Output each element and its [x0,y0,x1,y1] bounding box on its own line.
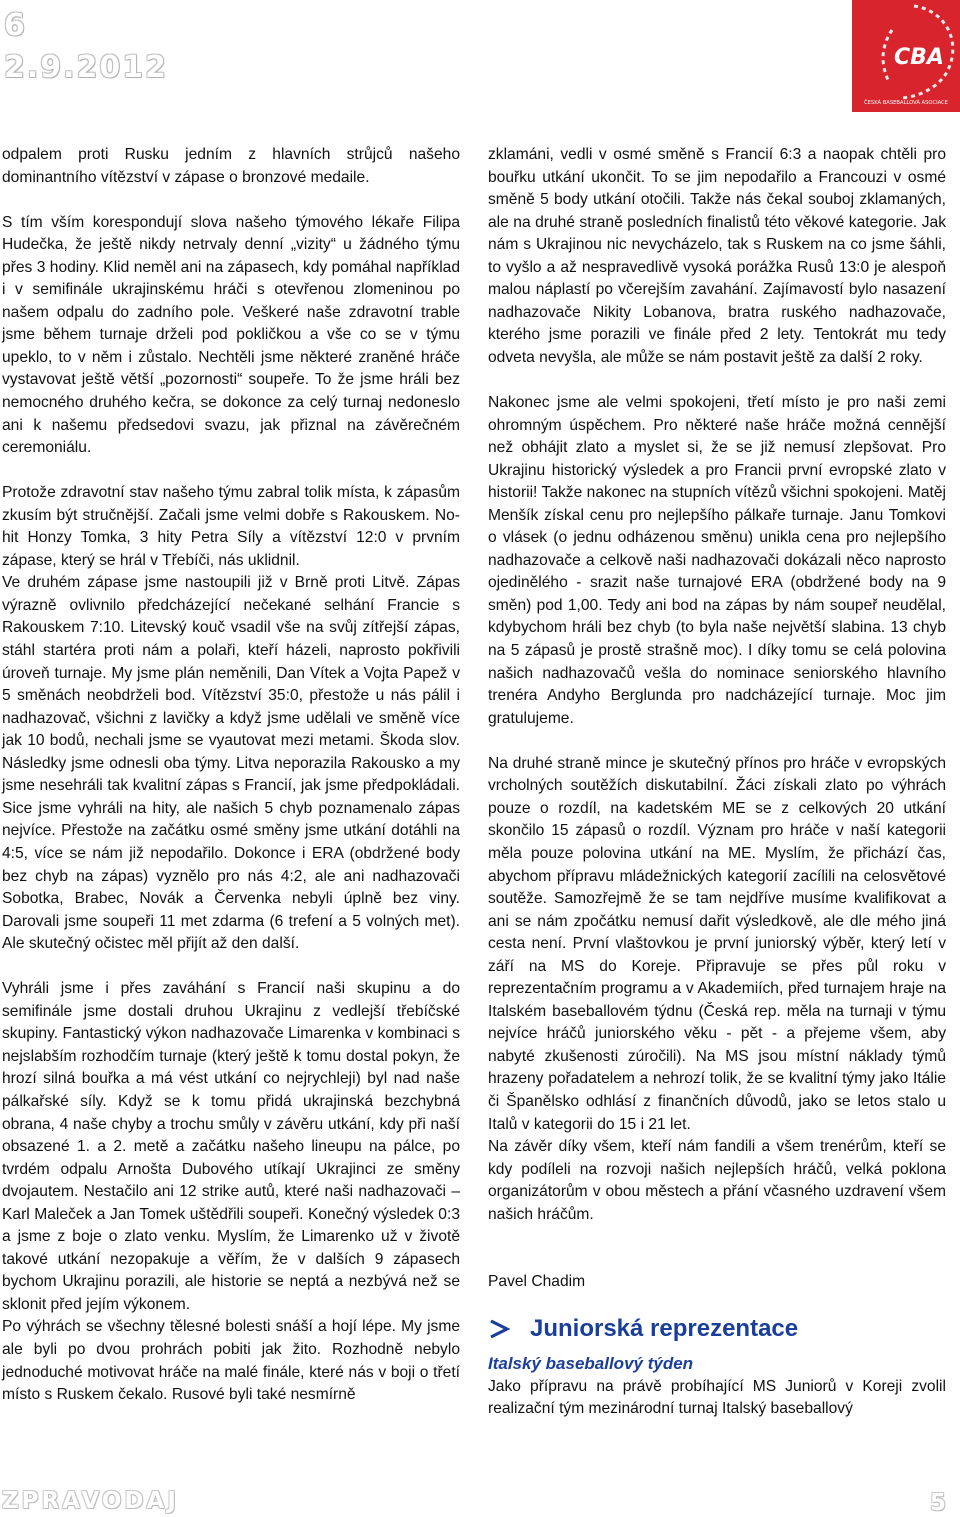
paragraph: Na druhé straně mince je skutečný přínos pro hráče v evropských vrcholných soutěžích diskutabilní. Žáci získali zlato po výhrách pouze o rozdíl, na kadetském ME se z celkových 20 utkání skončilo 15 zápasů o rozdíl. Význam pro hráče v naší kategorii měla pouze polovina utkání na ME. Myslím, že přichází čas, abychom přípravu mládežnických kategorií zacílili na celosvětové soutěže. Samozřejmě že se tam nejdříve musíme kvalifikovat a ani se nám zpočátku nemusí dařit výsledkově, ale dle mého jiná cesta není. První vlaštovkou je první juniorský výběr, který letí v září na MS do Koreje. Připravuje se přes půl roku v reprezentačním programu a v Akademiích, před turnajem hraje na Italském baseballovém týdnu (Česká rep. měla na turnaji v týmu nejvíce hráčů juniorského věku - pět - a přejeme všem, aby nabyté zkušenosti zúročili). Na MS jsou místní náklady týmů hrazeny pořadatelem a nehrozí tolik, že se kvalitní týmy jako Itálie či Španělsko odhlásí z finančních důvodů, jako se letos stalo u Italů v kategorii do 15 i 21 let. [488,754,946,1133]
logo-subtitle: ČESKÁ BASEBALLOVÁ ASOCIACE [864,100,948,106]
paragraph: Jako přípravu na právě probíhající MS Juniorů v Koreji zvolil realizační tým mezinárodní turnaj Italský baseballový [488,1377,946,1418]
paragraph: Na závěr díky všem, kteří nám fandili a všem trenérům, kteří se kdy podíleli na rozvoji našich nejlepších hráčů, velká poklona organizátorům v obou městech a přání včasného uzdravení všem našich hráčům. [488,1138,946,1223]
cba-logo [852,0,960,112]
page-number: 5 [930,1490,947,1516]
paragraph: S tím vším korespondují slova našeho týmového lékaře Filipa Hudečka, že ještě nikdy netrvaly denní „vizity“ u žádného týmu přes 3 hodiny. Klid neměl ani na zápasech, kdy pomáhal například i v semifinále ukrajinskému hráči s otevřenou zlomeninou po našem odpalu do zadního pole. Veškeré naše zdravotní trable jsme během turnaje drželi pod pokličkou a vše co se v týmu upeklo, to v něm i zůstalo. Nechtěli jsme některé zraněné hráče vystavovat ještě větší „pozornosti“ soupeře. To že jsme hráli bez nemocného druhého kečra, se dokonce za celý turnaj nedoneslo ani k našemu předsedovi svazu, jak přiznal na závěrečném ceremoniálu. [2,213,460,457]
paragraph: odpalem proti Rusku jedním z hlavních strůjců našeho dominantního vítězství v zápase o bronzové medaile. [2,146,460,186]
section-heading [488,1314,946,1344]
section-subheading: Italský baseballový týden [488,1353,694,1373]
paragraph: Ve druhém zápase jsme nastoupili již v Brně proti Litvě. Zápas výrazně ovlivnilo předcházející nečekané selhání Francie s Rakouskem 7:10. Litevský kouč vsadil vše na svůj zítřejší zápas, stáhl startéra proti nám a polaři, kteří házeli, naprosto pokřivili úroveň turnaje. My jsme plán neměnili, Dan Vítek a Vojta Papež v 5 směnách neobdrželi bod. Vítězství 35:0, přestože u nás pálil i nadhazovač, všichni z lavičky a když jsme udělali ve směně více jak 10 bodů, nechali jsme se vyautovat mezi metami. Škoda slov. Následky jsme odnesli oba týmy. Litva neporazila Rakousko a my jsme nesehráli tak kvalitní zápas s Francií, jak jsme předpokládali. Sice jsme vyhráli na hity, ale našich 5 chyb poznamenalo zápas nejvíce. Přestože na začátku osmé směny jsme utkání dotáhli na 4:5, více se nám již nepodařilo. Dokonce i ERA (obdržené body bez chyb na zápas) vyznělo pro nás 4:2, ale ani nadhazovači Sobotka, Brabec, Novák a Červenka nebyli úplně bez viny. Darovali jsme soupeři 11 met zdarma (6 trefení a 5 volných met). Ale skutečný očistec měl přijít až den další. [2,574,460,953]
section-heading-text: Juniorská reprezentace [530,1314,799,1342]
left-column [2,144,460,1407]
paragraph: Vyhráli jsme i přes zaváhání s Francií naši skupinu a do semifinále jsme dostali druhou Ukrajinu z vedlejší třebíčské skupiny. Fantastický výkon nadhazovače Limarenka v kombinaci s nejslabším rozhodčím turnaje (který ještě k tomu dostal pokyn, že hrozí silná bouřka a má vést utkání co nejrychleji) byl nad naše pálkařské síly. Když se k tomu přidá ukrajinská bezchybná obrana, 4 naše chyby a trochu smůly v závěru utkání, kdy při naší obsazené 1. a 2. metě a začátku našeho lineupu na pálce, po tvrdém odpalu Arnošta Dubového utíkají Ukrajinci ze směny dvojautem. Nestačilo ani 12 strike autů, které naši nadhazovači – Karl Maleček a Jan Tomek uštědřili soupeři. Konečný výsledek 0:3 a jsme z boje o zlato venku. Myslím, že Limarenko už v životě takové utkání nezopakuje a věřím, že v dalších 9 zápasech bychom Ukrajinu porazili, ale historie se neptá a nezbývá než se sklonit před jejím výkonem. [2,980,460,1313]
logo-text: CBA [894,45,944,70]
arrow-bullet-icon [488,1318,510,1340]
paragraph: Nakonec jsme ale velmi spokojeni, třetí místo je pro naši zemi ohromným úspěchem. Pro některé naše hráče možná cennější než obhájit zlato a myslet si, že se již nemusí zlepšovat. Pro Ukrajinu historický výsledek a pro Francii první evropské zlato v historii! Takže nakonec na stupních vítězů všichni spokojeni. Matěj Menšík získal cenu pro nejlepšího pálkaře turnaje. Janu Tomkovi o vlásek (o jednu odházenou směnu) unikla cena pro nejlepšího nadhazovače a celkově naši nadhazovači dokázali něco naprosto ojedinělého - srazit naše turnajové ERA (obdržené body na 9 směn) pod 1,00. Tedy ani bod na zápas by nám soupeř neudělal, kdybychom hráli bez chyb (to byla naše největší slabina. 13 chyb na 5 zápasů je prostě strašně moc). I díky tomu se celá polovina našich nadhazovačů vešla do nominace seniorského hlavního trenéra Andyho Berglunda pro nadcházející turnaje. Moc jim gratulujeme. [488,394,946,727]
right-column [488,144,946,1421]
paragraph: zklamáni, vedli v osmé směně s Francií 6:3 a naopak chtěli pro bouřku utkání ukončit. To se jim nepodařilo a Francouzi v osmé směně 5 body utkání otočili. Takže nás čekal souboj zklamaných, ale na druhé straně posledních finalistů této věkové kategorie. Jak nám s Ukrajinou nic nevycházelo, tak s Ruskem na co jsme šáhli, to vyšlo a až nespravedlivě vysoká porážka Rusů 13:0 je alespoň malou náplastí po včerejším zavahání. Zajímavostí bylo nasazení nadhazovače Nikity Lobanova, bratra ruského nadhazovače, kterého jsme porazili ve finále před 2 lety. Tentokrát mu tedy odveta nevyšla, ale může se nám postavit ještě za další 2 roky. [488,146,946,366]
paragraph: Protože zdravotní stav našeho týmu zabral tolik místa, k zápasům zkusím být stručnější. Začali jsme velmi dobře s Rakouskem. No-hit Honzy Tomka, 3 hity Petra Síly a vítězství 12:0 v prvním zápase, který se hrál v Třebíči, nás uklidnil. [2,484,460,569]
paragraph: Po výhrách se všechny tělesné bolesti snáší a hojí lépe. My jsme ale byli po dvou prohrách pobiti jak žito. Rozhodně nebylo jednoduché motivovat hráče na malé finále, které nás v boji o třetí místo s Ruskem čekalo. Rusové byli také nesmírně [2,1318,460,1404]
footer-title: ZPRAVODAJ [2,1488,179,1514]
baseball-logo-icon [852,0,960,112]
author-signature: Pavel Chadim [488,1273,586,1291]
issue-date: 2.9.2012 [4,50,169,85]
issue-number: 6 [4,8,27,43]
